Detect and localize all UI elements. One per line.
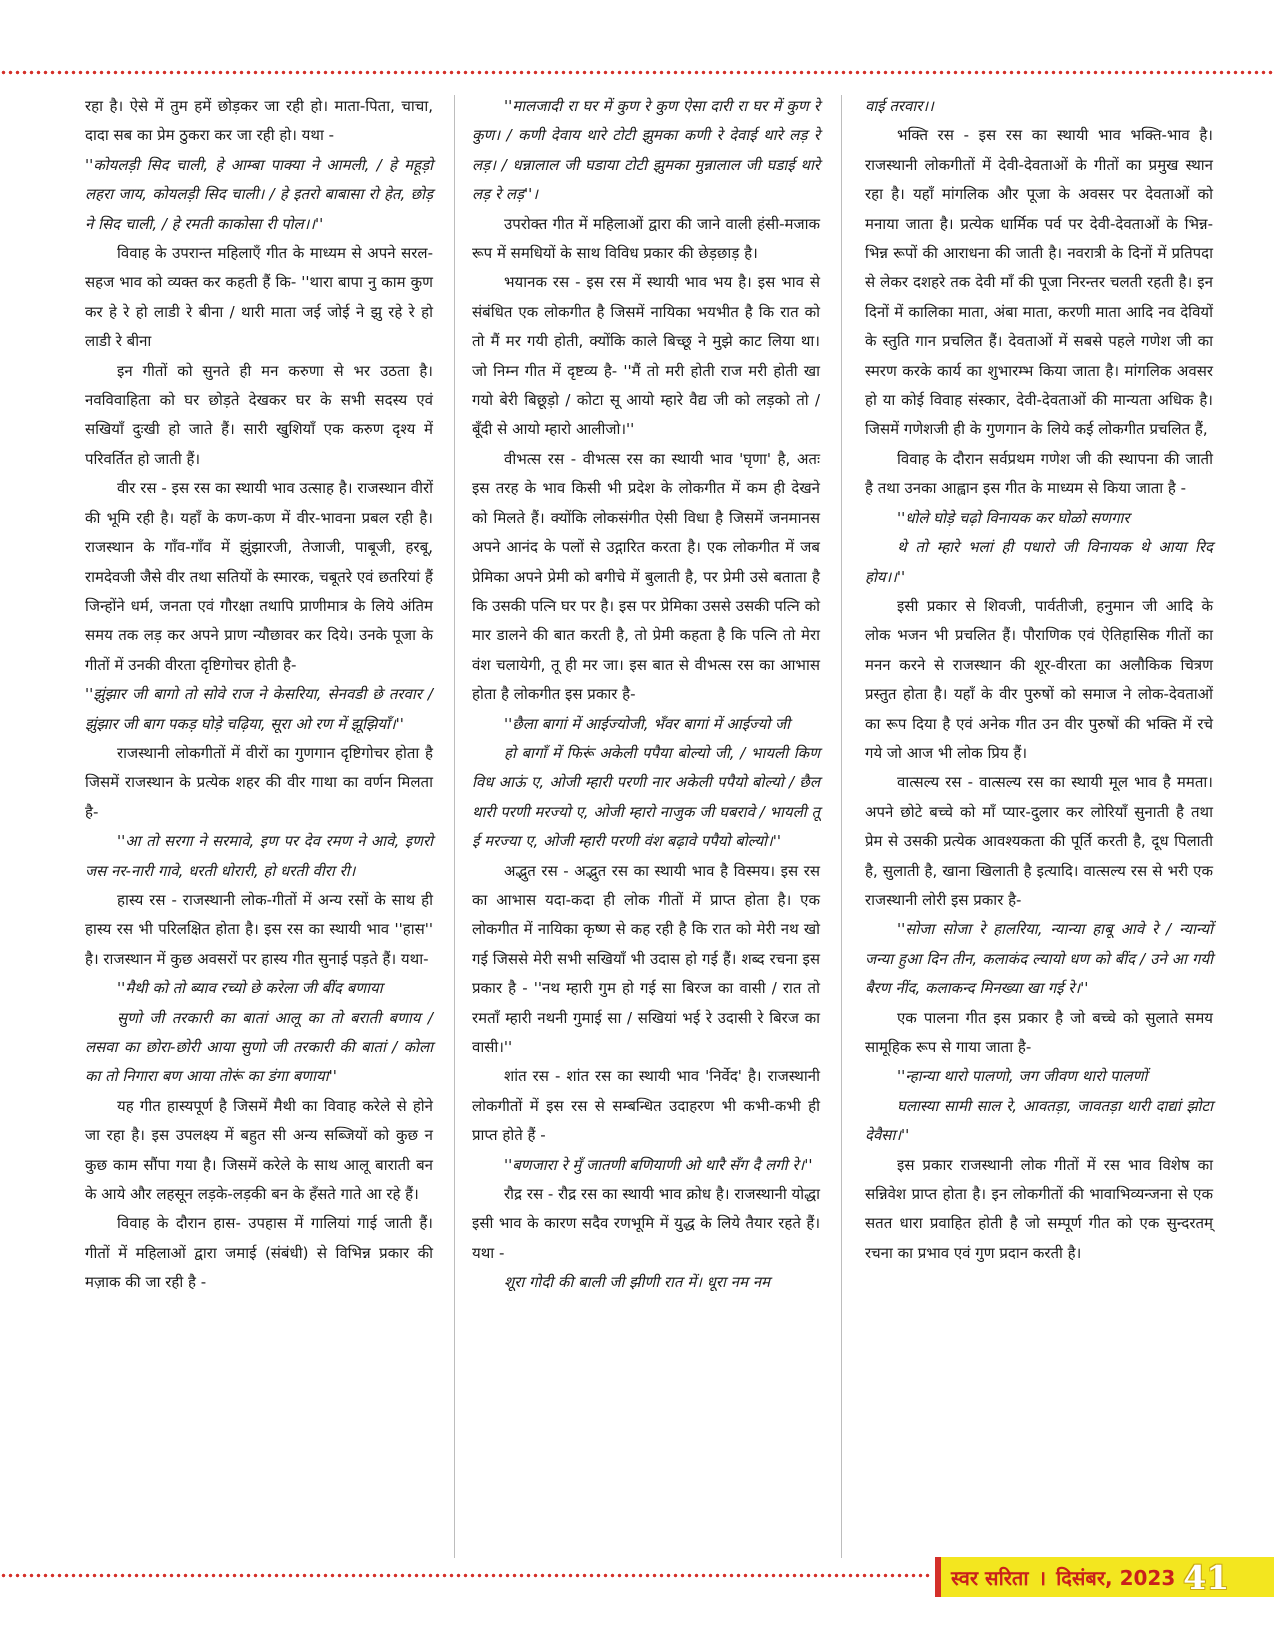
folk-song-quote: घलास्या सामी साल रे, आवतड़ा, जावतड़ा थारी दाद्यां झोटा देवैसा।'' bbox=[865, 1096, 1213, 1145]
paragraph: इसी प्रकार से शिवजी, पार्वतीजी, हनुमान जी आदि के लोक भजन भी प्रचलित हैं। पौराणिक एवं ऐतिहासिक गीतों का मनन करने से राजस्थान की शूर-वीरता का अलौकिक चित्रण प्रस्तुत होता है। यहाँ के वीर पुरुषों को समाज ने लोक-देवताओं का रूप दिया है एवं अनेक गीत उन वीर पुरुषों की भक्ति में रचे गये जो आज भी लोक प्रिय हैं। bbox=[865, 596, 1213, 762]
paragraph: राजस्थानी लोकगीतों में वीरों का गुणगान दृष्टिगोचर होता है जिसमें राजस्थान के प्रत्येक शहर की वीर गाथा का वर्णन मिलता है- bbox=[85, 743, 433, 821]
folk-song-quote: ''धोले घोड़े चढ़ो विनायक कर घोळो सणगार bbox=[897, 508, 1130, 527]
column-divider bbox=[454, 95, 455, 1558]
folk-song-quote: ''न्हान्या थारो पालणो, जग जीवण थारो पालणों bbox=[897, 1067, 1148, 1086]
folk-song-quote: ''कोयलड़ी सिद चाली, हे आम्बा पाक्या ने आमली, / हे महूड़ो लहरा जाय, कोयलड़ी सिद चाली। / हे इतरो बाबासा रो हेत, छोड़ ने सिद चाली, / हे रमती काकोसा री पोल।।'' bbox=[85, 155, 433, 233]
bottom-dotted-border bbox=[0, 1573, 930, 1578]
text-column-2 bbox=[472, 92, 820, 1298]
paragraph-vibhats-ras: वीभत्स रस - वीभत्स रस का स्थायी भाव 'घृणा' है, अतः इस तरह के भाव किसी भी प्रदेश के लोकगीत में कम ही देखने को मिलते हैं। क्योंकि लोकसंगीत ऐसी विधा है जिसमें जनमानस अपने आनंद के पलों से उद्गारित करता है। एक लोकगीत में जब प्रेमिका अपने प्रेमी को बगीचे में बुलाती है, पर प्रेमी उसे बताता है कि उसकी पत्नि घर पर है। इस पर प्रेमिका उससे उसकी पत्नि को मार डालने की बात करती है, तो प्रेमी कहता है कि पत्नि तो मेरा वंश चलायेगी, तू ही मर जा। इस बात से वीभत्स रस का आभास होता है लोकगीत इस प्रकार है- bbox=[472, 449, 820, 704]
paragraph-bhakti-ras: भक्ति रस - इस रस का स्थायी भाव भक्ति-भाव है। राजस्थानी लोकगीतों में देवी-देवताओं के गीतों का प्रमुख स्थान रहा है। यहाँ मांगलिक और पूजा के अवसर पर देवताओं को मनाया जाता है। प्रत्येक धार्मिक पर्व पर देवी-देवताओं के भिन्न-भिन्न रूपों की आराधना की जाती है। नवरात्री के दिनों में प्रतिपदा से लेकर दशहरे तक देवी माँ की पूजा निरन्तर चलती रहती है। इन दिनों में कालिका माता, अंबा माता, करणी माता आदि नव देवियों के स्तुति गान प्रचलित हैं। देवताओं में सबसे पहले गणेश जी का स्मरण करके कार्य का शुभारम्भ किया जाता है। मांगलिक अवसर हो या कोई विवाह संस्कार, देवी-देवताओं की मान्यता अधिक है। जिसमें गणेशजी ही के गुणगान के लिये कई लोकगीत प्रचलित हैं, bbox=[865, 126, 1213, 439]
folk-song-quote: ''सोजा सोजा रे हालरिया, न्यान्या हाबू आवे रे / न्यान्यों जन्या हुआ दिन तीन, कलाकंद ल्यायो धण को बींद / उने आ गयी बैरण नींद, कलाकन्द मिनख्या खा गई रे।'' bbox=[865, 920, 1213, 998]
paragraph-veer-ras: वीर रस - इस रस का स्थायी भाव उत्साह है। राजस्थान वीरों की भूमि रही है। यहाँ के कण-कण में वीर-भावना प्रबल रही है। राजस्थान के गाँव-गाँव में झुंझारजी, तेजाजी, पाबूजी, हरबू, रामदेवजी जैसे वीर तथा सतियों के स्मारक, चबूतरे एवं छतरियां हैं जिन्होंने धर्म, जनता एवं गौरक्षा तथापि प्राणीमात्र के लिये अंतिम समय तक लड़ कर अपने प्राण न्यौछावर कर दिये। उनके पूजा के गीतों में उनकी वीरता दृष्टिगोचर होती है- bbox=[85, 479, 433, 674]
folk-song-quote: शूरा गोदी की बाली जी झीणी रात में। धूरा नम नम bbox=[504, 1273, 771, 1292]
column-divider bbox=[841, 95, 842, 1558]
folk-song-quote: ''बणजारा रे मुँ जातणी बणियाणी ओ थारै सँग दै लगी रे।'' bbox=[504, 1155, 813, 1174]
paragraph-bhayanak-ras: भयानक रस - इस रस में स्थायी भाव भय है। इस भाव से संबंधित एक लोकगीत है जिसमें नायिका भयभीत है कि रात को तो मैं मर गयी होती, क्योंकि काले बिच्छू ने मुझे काट लिया था। जो निम्न गीत में दृष्टव्य है- ''मैं तो मरी होती राज मरी होती खा गयो बेरी बिछूड़ो / कोटा सू आयो म्हारे वैद्य जी को लड़को तो / बूँदी से आयो म्हारो आलीजो।'' bbox=[472, 273, 820, 439]
paragraph-adbhut-ras: अद्भुत रस - अद्भुत रस का स्थायी भाव है विस्मय। इस रस का आभास यदा-कदा ही लोक गीतों में प्राप्त होता है। एक लोकगीत में नायिका कृष्ण से कह रही है कि रात को मेरी नथ खो गई जिससे मेरी सभी सखियाँ भी उदास हो गई हैं। शब्द रचना इस प्रकार है - ''नथ म्हारी गुम हो गई सा बिरज का वासी / रात तो रमताँ म्हारी नथनी गुमाई सा / सखियां भई रे उदासी रे बिरज का वासी।'' bbox=[472, 861, 820, 1056]
folk-song-quote: वाई तरवार।। bbox=[865, 97, 934, 115]
paragraph-conclusion: इस प्रकार राजस्थानी लोक गीतों में रस भाव विशेष का सन्निवेश प्राप्त होता है। इन लोकगीतों की भावाभिव्यन्जना से एक सतत धारा प्रवाहित होती है जो सम्पूर्ण गीत को एक सुन्दरतम् रचना का प्रभाव एवं गुण प्रदान करती है। bbox=[865, 1155, 1213, 1262]
paragraph: विवाह के उपरान्त महिलाएँ गीत के माध्यम से अपने सरल-सहज भाव को व्यक्त कर कहती हैं कि- ''थारा बापा नु काम कुण कर हे रे हो लाडी रे बीना / थारी माता जई जोई ने झु रहे रे हो लाडी रे बीना bbox=[85, 244, 433, 351]
paragraph-shant-ras: शांत रस - शांत रस का स्थायी भाव 'निर्वेद' है। राजस्थानी लोकगीतों में इस रस से सम्बन्धित उदाहरण भी कभी-कभी ही प्राप्त होते हैं - bbox=[472, 1067, 820, 1145]
paragraph: उपरोक्त गीत में महिलाओं द्वारा की जाने वाली हंसी-मजाक रूप में समधियों के साथ विविध प्रकार की छेड़छाड़ है। bbox=[472, 214, 820, 263]
folk-song-quote: थे तो म्हारे भलां ही पधारो जी विनायक थे आया रिद होय।।'' bbox=[865, 538, 1213, 586]
paragraph: विवाह के दौरान हास- उपहास में गालियां गाई जाती हैं। गीतों में महिलाओं द्वारा जमाई (संबंधी) से विभिन्न प्रकार की मज़ाक की जा रही है - bbox=[85, 1214, 433, 1292]
paragraph: विवाह के दौरान सर्वप्रथम गणेश जी की स्थापना की जाती है तथा उनका आह्वान इस गीत के माध्यम से किया जाता है - bbox=[865, 449, 1213, 498]
magazine-name: स्वर सरिता bbox=[951, 1565, 1029, 1590]
page-footer bbox=[935, 1557, 1274, 1597]
folk-song-quote: ''झुंझार जी बागो तो सोवे राज ने केसरिया, सेनवडी छे तरवार / झुंझार जी बाग पकड़ घोड़े चढ़िया, सूरा ओ रण में झूझियाँ।'' bbox=[85, 685, 433, 733]
text-column-1 bbox=[85, 92, 433, 1298]
paragraph-hasya-ras: हास्य रस - राजस्थानी लोक-गीतों में अन्य रसों के साथ ही हास्य रस भी परिलक्षित होता है। इस रस का स्थायी भाव ''हास'' है। राजस्थान में कुछ अवसरों पर हास्य गीत सुनाई पड़ते हैं। यथा- bbox=[85, 890, 433, 968]
paragraph: इन गीतों को सुनते ही मन करुणा से भर उठता है। नवविवाहिता को घर छोड़ते देखकर घर के सभी सदस्य एवं सखियाँ दुःखी हो जाते हैं। सारी खुशियाँ एक करुण दृश्य में परिवर्तित हो जाती हैं। bbox=[85, 361, 433, 468]
paragraph-raudra-ras: रौद्र रस - रौद्र रस का स्थायी भाव क्रोध है। राजस्थानी योद्धा इसी भाव के कारण सदैव रणभूमि में युद्ध के लिये तैयार रहते हैं। यथा - bbox=[472, 1185, 820, 1262]
paragraph: रहा है। ऐसे में तुम हमें छोड़कर जा रही हो। माता-पिता, चाचा, दादा सब का प्रेम ठुकरा कर जा रही हो। यथा - bbox=[85, 97, 433, 145]
folk-song-quote: सुणो जी तरकारी का बातां आलू का तो बराती बणाय / लसवा का छोरा-छोरी आया सुणो जी तरकारी की बातां / कोला का तो निगारा बण आया तोरूं का डंगा बणाया'' bbox=[85, 1008, 433, 1086]
paragraph: एक पालना गीत इस प्रकार है जो बच्चे को सुलाते समय सामूहिक रूप से गाया जाता है- bbox=[865, 1008, 1213, 1056]
footer-accent-bar bbox=[935, 1557, 941, 1597]
page-number: 41 bbox=[1183, 1557, 1230, 1597]
folk-song-quote: ''मैथी को तो ब्याव रच्यो छे करेला जी बींद बणाया bbox=[117, 979, 383, 998]
paragraph-vatsalya-ras: वात्सल्य रस - वात्सल्य रस का स्थायी मूल भाव है ममता। अपने छोटे बच्चे को माँ प्यार-दुलार कर लोरियाँ सुनाती है तथा प्रेम से उसकी प्रत्येक आवश्यकता की पूर्ति करती है, दूध पिलाती है, सुलाती है, खाना खिलाती है इत्यादि। वात्सल्य रस से भरी एक राजस्थानी लोरी इस प्रकार है- bbox=[865, 773, 1213, 909]
footer-separator: । bbox=[1038, 1565, 1047, 1590]
top-dotted-border bbox=[0, 70, 1274, 75]
paragraph: यह गीत हास्यपूर्ण है जिसमें मैथी का विवाह करेले से होने जा रहा है। इस उपलक्ष्य में बहुत सी अन्य सब्जियों को कुछ न कुछ काम सौंपा गया है। जिसमें करेले के साथ आलू बाराती बन के आये और लहसून लड़के-लड़की बन के हँसते गाते आ रहे हैं। bbox=[85, 1096, 433, 1204]
folk-song-quote: ''छैला बागां में आईज्योजी, भँवर बागां में आईज्यो जी bbox=[504, 714, 791, 733]
folk-song-quote: ''आ तो सरगा ने सरमावे, इण पर देव रमण ने आवे, इणरो जस नर-नारी गावे, धरती धोरारी, हो धरती वीरा री। bbox=[85, 832, 433, 880]
issue-date: दिसंबर, 2023 bbox=[1056, 1565, 1176, 1590]
folk-song-quote: हो बागाँ में फिरूं अकेली पपैया बोल्यो जी, / भायली किण विध आऊं ए, ओजी म्हारी परणी नार अकेली पपैयो बोल्यो / छैल थारी परणी मरज्यो ए, ओजी म्हारो नाजुक जी घबरावे / भायली तू ई मरज्या ए, ओजी म्हारी परणी वंश बढ़ावे पपैयो बोल्यो।'' bbox=[472, 743, 820, 851]
folk-song-quote: ''मालजादी रा घर में कुण रे कुण ऐसा दारी रा घर में कुण रे कुण। / कणी देवाय थारे टोटी झुमका कणी रे देवाई थारे लड़ रे लड़। / धन्नालाल जी घडाया टोटी झुमका मुन्नालाल जी घडाई थारे लड़ रे लड़''। bbox=[472, 97, 820, 204]
text-column-3 bbox=[865, 92, 1213, 1268]
